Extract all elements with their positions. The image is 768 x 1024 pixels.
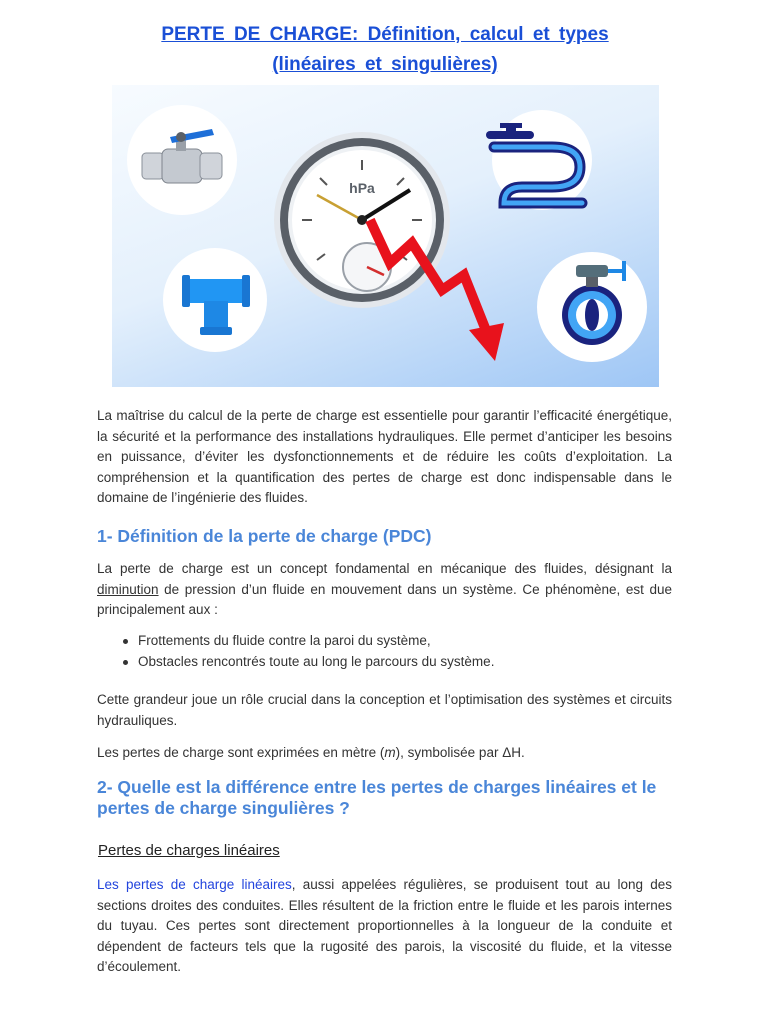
section-1-heading: 1- Définition de la perte de charge (PDC): [97, 526, 432, 546]
section-1-p1-text-after: de pression d’un fluide en mouvement dans un système. Ce phénomène, est due principalement aux :: [97, 581, 672, 617]
section-1-paragraph-1: [97, 559, 672, 621]
intro-paragraph: La maîtrise du calcul de la perte de charge est essentielle pour garantir l’efficacité énergétique, la sécurité et la performance des installations hydrauliques. Elle permet d’anticiper les besoins en puissance, d’éviter les dysfonctionnements et de réduire les coûts d’exploitation. La compréhension et la quantification des pertes de charge est donc indispensable dans le domaine de l’ingénierie des fluides.: [97, 408, 672, 505]
section-1-paragraph-3: [97, 743, 672, 764]
section-2-subheading: Pertes de charges linéaires: [98, 842, 280, 859]
section-2-p1-text-after: , aussi appelées régulières, se produisent tout au long des sections droites des conduites. Elles résultent de la friction entre le fluide et les parois internes du tuyau. Ces pertes sont directement proportionnelles à la longueur de la conduite et dépendent de facteurs tels que la rugosité des parois, la viscosité du fluide, et la vitesse d’écoulement.: [97, 877, 673, 974]
title-line-2: (linéaires et singulières): [272, 54, 498, 75]
section-1-p1-text-before: La perte de charge est un concept fondamental en mécanique des fluides, désignant la: [97, 561, 672, 576]
section-2-paragraph-1: [97, 875, 672, 978]
page-title: [100, 20, 670, 80]
linear-losses-link[interactable]: Les pertes de charge linéaires: [97, 877, 292, 892]
list-item: Obstacles rencontrés toute au long le parcours du système.: [120, 652, 680, 673]
diminution-link[interactable]: diminution: [97, 581, 159, 597]
section-1-p3-text-before: Les pertes de charge sont exprimées en mètre (: [97, 745, 385, 760]
hero-illustration: [112, 85, 659, 387]
hero-svg: [112, 85, 659, 387]
list-item: Frottements du fluide contre la paroi du système,: [120, 631, 680, 652]
title-line-1: PERTE DE CHARGE: Définition, calcul et types: [161, 24, 609, 45]
section-2-heading: 2- Quelle est la différence entre les pertes de charges linéaires et le pertes de charge singulières ?: [97, 777, 657, 818]
section-1-p3-text-after: ), symbolisée par ΔH.: [395, 745, 525, 760]
gauge-unit-label: hPa: [349, 180, 375, 196]
section-1-paragraph-2: Cette grandeur joue un rôle crucial dans la conception et l’optimisation des systèmes et circuits hydrauliques.: [97, 692, 672, 728]
section-1-bullet-list: [120, 631, 680, 672]
pressure-gauge-icon: [274, 132, 450, 308]
unit-symbol: m: [384, 745, 396, 760]
